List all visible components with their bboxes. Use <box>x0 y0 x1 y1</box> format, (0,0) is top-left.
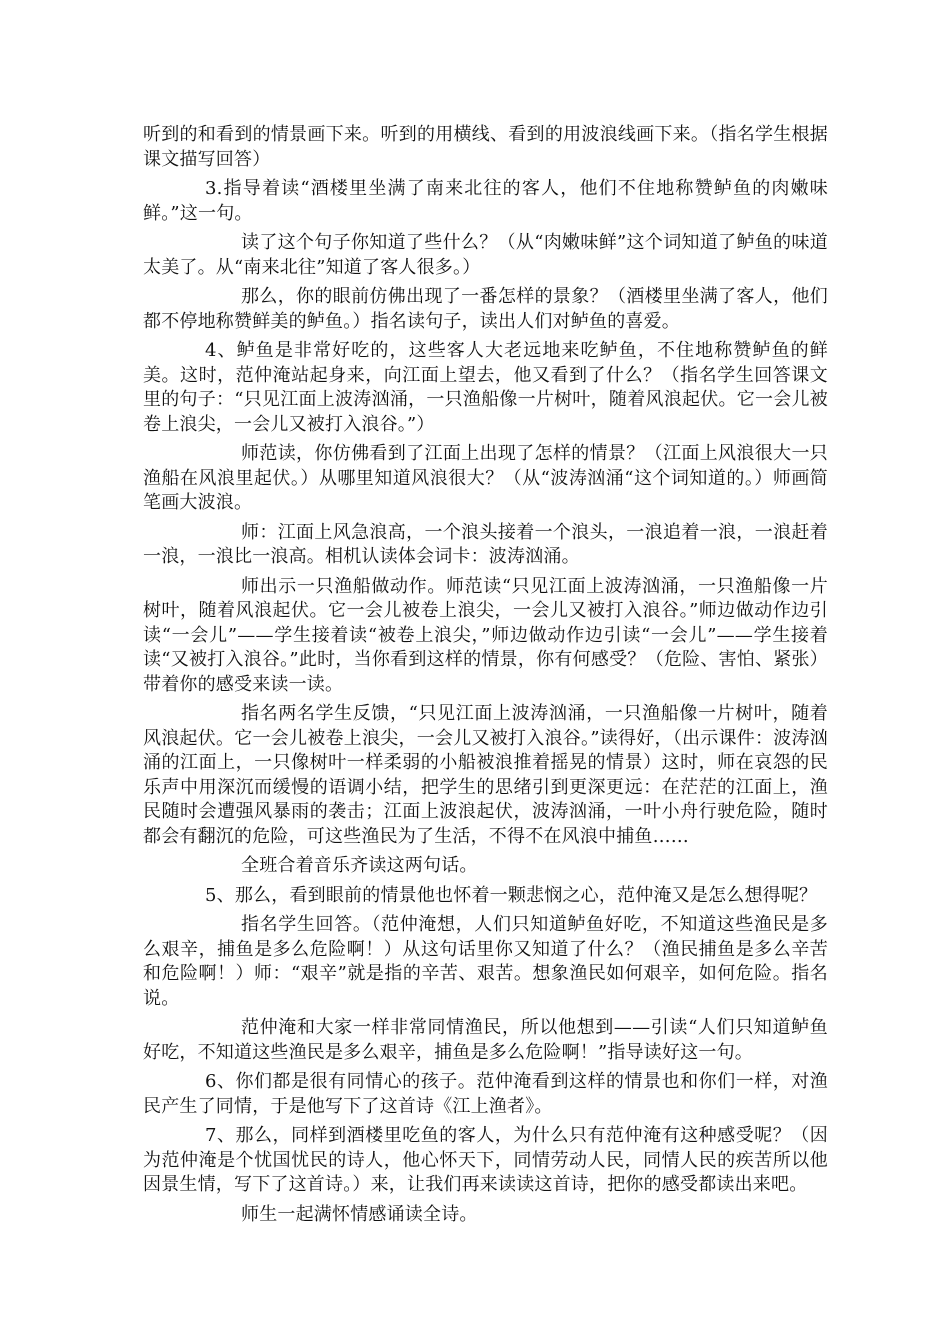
paragraph: 听到的和看到的情景画下来。听到的用横线、看到的用波浪线画下来。（指名学生根据课文描写回答） <box>143 124 828 170</box>
paragraph: 全班合着音乐齐读这两句话。 <box>241 855 478 876</box>
paragraph: 3.指导着读“酒楼里坐满了南来北往的客人，他们不住地称赞鲈鱼的肉嫩味鲜。”这一句。 <box>143 178 828 224</box>
paragraph: 4、鲈鱼是非常好吃的，这些客人大老远地来吃鲈鱼，不住地称赞鲈鱼的鲜美。这时，范仲淹站起身来，向江面上望去，他又看到了什么？（指名学生回答课文里的句子：“只见江面上波涛汹涌，一只渔船像一片树叶，随着风浪起伏。它一会儿被卷上浪尖，一会儿又被打入浪谷。”） <box>143 340 828 435</box>
paragraph: 6、你们都是很有同情心的孩子。范仲淹看到这样的情景也和你们一样，对渔民产生了同情，于是他写下了这首诗《江上渔者》。 <box>143 1071 828 1117</box>
paragraph: 读了这个句子你知道了些什么？（从“肉嫩味鲜”这个词知道了鲈鱼的味道太美了。从“南来北往”知道了客人很多。） <box>143 232 828 278</box>
paragraph: 范仲淹和大家一样非常同情渔民，所以他想到——引读“人们只知道鲈鱼好吃，不知道这些渔民是多么艰辛，捕鱼是多么危险啊！”指导读好这一句。 <box>143 1017 828 1063</box>
paragraph: 指名两名学生反馈，“只见江面上波涛汹涌，一只渔船像一片树叶，随着风浪起伏。它一会儿被卷上浪尖，一会儿又被打入浪谷。”读得好，（出示课件：波涛汹涌的江面上，一只像树叶一样柔弱的小船被浪推着摇晃的情景）这时，师在哀怨的民乐声中用深沉而缓慢的语调小结，把学生的思绪引到更深更远：在茫茫的江面上，渔民随时会遭强风暴雨的袭击；江面上波浪起伏，波涛汹涌，一叶小舟行驶危险，随时都会有翻沉的危险，可这些渔民为了生活，不得不在风浪中捕鱼…… <box>143 703 828 847</box>
paragraph: 师范读，你仿佛看到了江面上出现了怎样的情景？（江面上风浪很大一只渔船在风浪里起伏。）从哪里知道风浪很大？（从“波涛汹涌“这个词知道的。）师画简笔画大波浪。 <box>143 443 828 513</box>
paragraph: 指名学生回答。（范仲淹想，人们只知道鲈鱼好吃，不知道这些渔民是多么艰辛，捕鱼是多么危险啊！）从这句话里你又知道了什么？（渔民捕鱼是多么辛苦和危险啊！）师：“艰辛”就是指的辛苦、艰苦。想象渔民如何艰辛，如何危险。指名说。 <box>143 914 828 1009</box>
paragraph: 师出示一只渔船做动作。师范读“只见江面上波涛汹涌，一只渔船像一片树叶，随着风浪起伏。它一会儿被卷上浪尖，一会儿又被打入浪谷。”师边做动作边引读“一会儿”——学生接着读“被卷上浪尖，”师边做动作边引读“一会儿”——学生接着读“又被打入浪谷。”此时，当你看到这样的情景，你有何感受？（危险、害怕、紧张）带着你的感受来读一读。 <box>143 575 828 695</box>
paragraph: 师生一起满怀情感诵读全诗。 <box>241 1203 478 1225</box>
paragraph: 师：江面上风急浪高，一个浪头接着一个浪头，一浪追着一浪，一浪赶着一浪，一浪比一浪高。相机认读体会词卡：波涛汹涌。 <box>143 521 828 567</box>
paragraph: 5、那么，看到眼前的情景他也怀着一颗悲悯之心，范仲淹又是怎么想得呢？ <box>205 884 818 906</box>
paragraph: 那么，你的眼前仿佛出现了一番怎样的景象？（酒楼里坐满了客人，他们都不停地称赞鲜美的鲈鱼。）指名读句子，读出人们对鲈鱼的喜爱。 <box>143 286 828 332</box>
document-body <box>143 123 828 1232</box>
paragraph: 7、那么，同样到酒楼里吃鱼的客人，为什么只有范仲淹有这种感受呢？（因为范仲淹是个忧国忧民的诗人，他心怀天下，同情劳动人民，同情人民的疾苦所以他因景生情，写下了这首诗。）来，让我们再来读读这首诗，把你的感受都读出来吧。 <box>143 1125 828 1195</box>
